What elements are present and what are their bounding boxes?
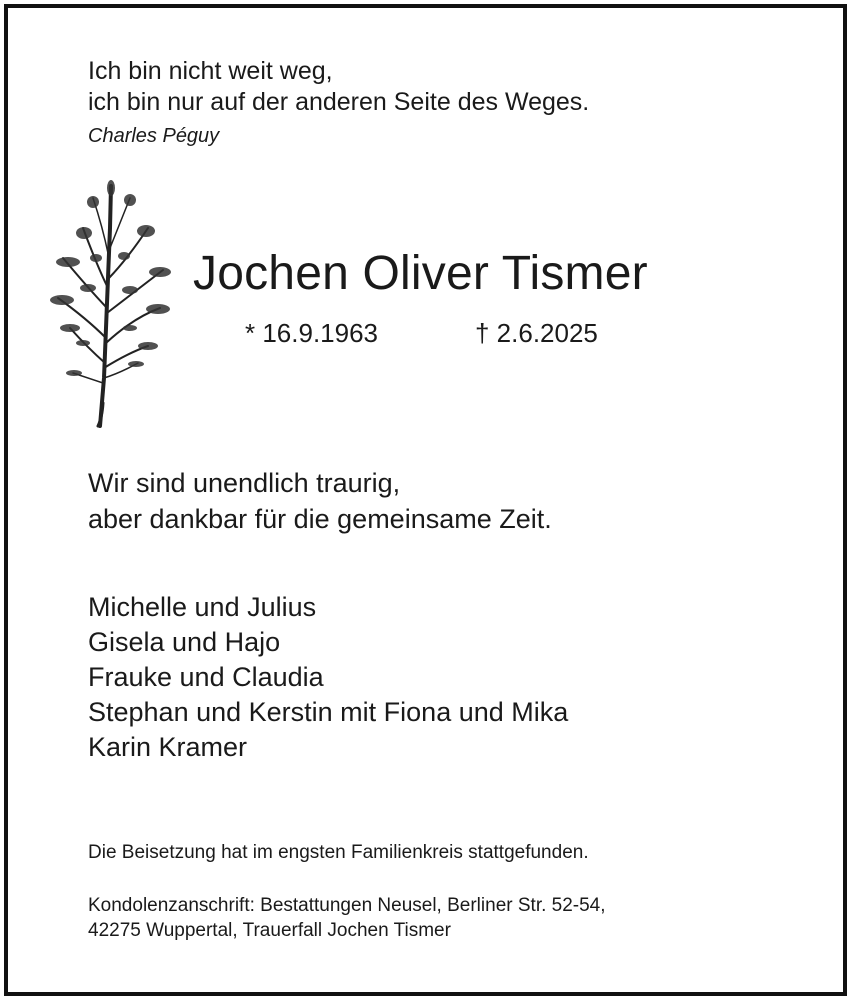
deceased-name: Jochen Oliver Tismer: [193, 247, 648, 300]
birth-date: * 16.9.1963: [245, 318, 379, 348]
quote-line-1: Ich bin nicht weit weg,: [88, 57, 333, 85]
condolence-line-1: Kondolenzanschrift: Bestattungen Neusel, Berliner Str. 52-54,: [88, 895, 606, 916]
message-line-1: Wir sind unendlich traurig,: [88, 468, 401, 498]
family-member: Gisela und Hajo: [88, 627, 281, 657]
message-line-2: aber dankbar für die gemeinsame Zeit.: [88, 504, 552, 534]
family-member: Michelle und Julius: [88, 592, 317, 622]
family-member: Stephan und Kerstin mit Fiona und Mika: [88, 697, 569, 727]
quote-author: Charles Péguy: [88, 125, 220, 147]
family-member: Karin Kramer: [88, 732, 248, 762]
tree-icon: [48, 178, 173, 430]
condolence-line-2: 42275 Wuppertal, Trauerfall Jochen Tismer: [88, 920, 451, 941]
family-member: Frauke und Claudia: [88, 662, 324, 692]
death-date: † 2.6.2025: [475, 318, 598, 348]
quote-line-2: ich bin nur auf der anderen Seite des Weges.: [88, 88, 590, 116]
burial-notice: Die Beisetzung hat im engsten Familienkreis stattgefunden.: [88, 842, 589, 863]
